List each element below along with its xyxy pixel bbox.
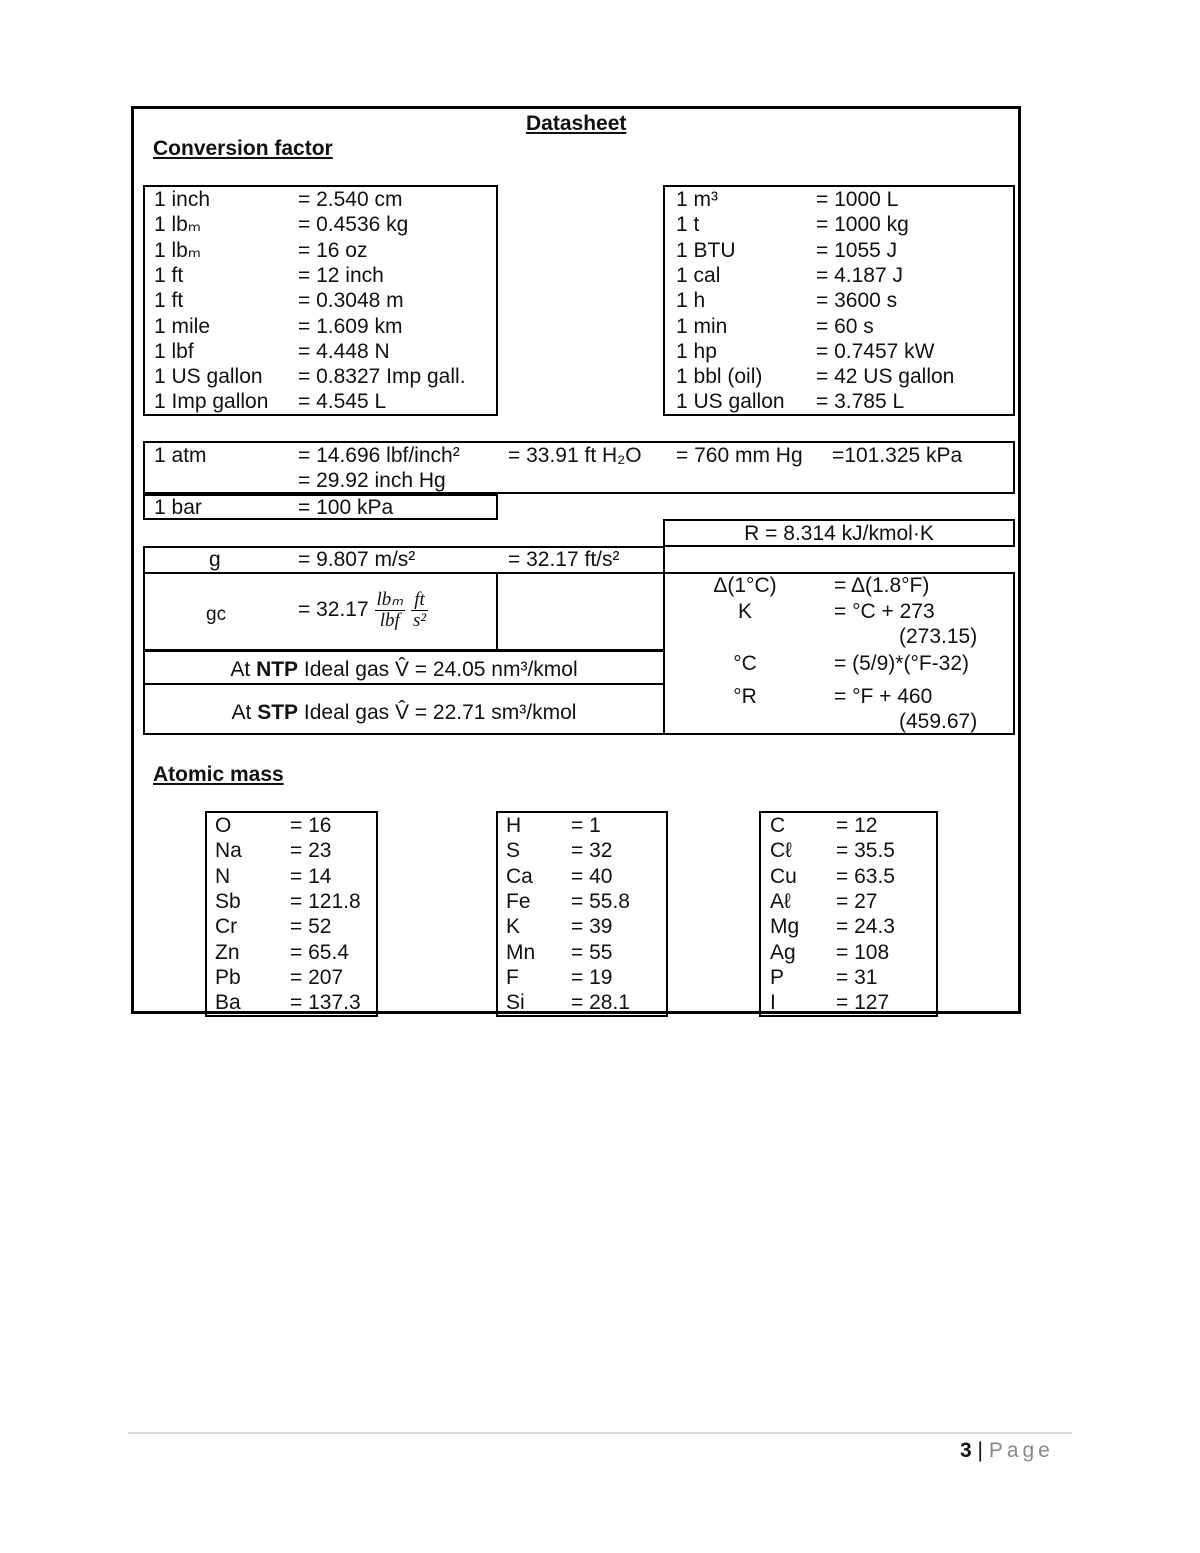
temperature-label: °R	[733, 685, 757, 708]
atomic-mass-heading: Atomic mass	[153, 763, 284, 786]
element-mass: = 39	[571, 915, 613, 939]
element-mass: = 40	[571, 864, 613, 888]
conversion-value: = 1.609 km	[298, 314, 403, 338]
element-symbol: Mg	[770, 915, 800, 939]
conversion-unit: 1 hp	[676, 339, 717, 363]
conversion-unit: 1 ft	[154, 289, 184, 313]
conversion-unit: 1 cal	[676, 263, 721, 287]
conversion-unit: 1 US gallon	[676, 390, 785, 414]
page-number: 3	[960, 1439, 972, 1462]
conversion-value: = 4.448 N	[298, 339, 390, 363]
element-symbol: O	[215, 814, 232, 837]
temperature-value: = (5/9)*(°F-32)	[834, 652, 970, 675]
element-mass: = 52	[290, 915, 332, 939]
temperature-note: (273.15)	[899, 625, 978, 648]
element-symbol: Sb	[215, 889, 241, 913]
g-value-si: = 9.807 m/s²	[298, 548, 416, 571]
conversion-unit: 1 lbₘ	[154, 238, 201, 262]
element-mass: = 35.5	[836, 839, 895, 863]
conversion-unit: 1 t	[676, 213, 700, 237]
conversion-value: = 1000 kg	[816, 213, 909, 237]
conversion-unit: 1 lbₘ	[154, 213, 201, 237]
element-symbol: Ag	[770, 940, 796, 964]
element-mass: = 65.4	[290, 940, 349, 964]
bar-value: = 100 kPa	[298, 496, 394, 519]
element-symbol: K	[506, 915, 521, 939]
element-symbol: Ca	[506, 864, 533, 888]
conversion-unit: 1 ft	[154, 263, 184, 287]
conversion-factor-heading: Conversion factor	[153, 137, 333, 160]
temperature-label: K	[737, 600, 752, 623]
conversion-value: = 12 inch	[298, 263, 384, 287]
element-mass: = 19	[571, 965, 613, 989]
element-symbol: Na	[215, 839, 242, 863]
g-label: g	[209, 548, 221, 571]
element-mass: = 31	[836, 965, 878, 989]
atm-value-inhg: = 29.92 inch Hg	[298, 469, 446, 492]
element-mass: = 108	[836, 940, 890, 964]
conversion-value: = 1000 L	[816, 188, 899, 211]
conversion-unit: 1 m³	[676, 188, 718, 211]
element-symbol: I	[770, 991, 776, 1015]
stp-ideal-gas: At STP Ideal gas V̂ = 22.71 sm³/kmol	[231, 701, 577, 724]
element-symbol: Zn	[215, 940, 240, 964]
element-mass: = 63.5	[836, 864, 895, 888]
temperature-value: = °C + 273	[834, 600, 935, 623]
temperature-label: Δ(1°C)	[713, 574, 777, 597]
gc-prefix: = 32.17	[298, 598, 369, 621]
temperature-label: °C	[733, 652, 757, 675]
conversion-value: = 2.540 cm	[298, 188, 403, 211]
conversion-value: = 42 US gallon	[816, 365, 955, 389]
element-mass: = 16	[290, 814, 332, 837]
conversion-value: = 1055 J	[816, 238, 898, 262]
element-symbol: Pb	[215, 965, 241, 989]
element-symbol: H	[506, 814, 522, 837]
element-symbol: Cu	[770, 864, 797, 888]
gc-value	[298, 588, 428, 632]
element-symbol: Ba	[215, 991, 241, 1015]
element-symbol: S	[506, 839, 521, 863]
element-symbol: C	[770, 814, 786, 837]
page-footer	[960, 1438, 1054, 1463]
conversion-unit: 1 Imp gallon	[154, 390, 269, 414]
element-mass: = 207	[290, 965, 344, 989]
element-mass: = 28.1	[571, 991, 630, 1015]
element-mass: = 23	[290, 839, 332, 863]
conversion-value: = 0.7457 kW	[816, 339, 935, 363]
element-mass: = 127	[836, 991, 890, 1015]
conversion-value: = 4.187 J	[816, 263, 903, 287]
element-mass: = 27	[836, 889, 878, 913]
conversion-unit: 1 lbf	[154, 339, 194, 363]
conversion-value: = 16 oz	[298, 238, 368, 262]
element-symbol: Si	[506, 991, 525, 1015]
g-value-imperial: = 32.17 ft/s²	[508, 548, 620, 571]
temperature-note: (459.67)	[899, 710, 978, 733]
conversion-unit: 1 bbl (oil)	[676, 365, 763, 389]
element-symbol: Cr	[215, 915, 238, 939]
element-symbol: Aℓ	[770, 889, 791, 913]
element-mass: = 121.8	[290, 889, 361, 913]
atm-value-water: = 33.91 ft H₂O	[508, 444, 642, 467]
conversion-value: = 0.3048 m	[298, 289, 404, 313]
gc-divider	[496, 572, 498, 651]
atm-value-mmhg: = 760 mm Hg	[676, 444, 803, 467]
element-mass: = 55.8	[571, 889, 630, 913]
temperature-value: = Δ(1.8°F)	[834, 574, 930, 597]
conversion-value: = 0.4536 kg	[298, 213, 409, 237]
conversion-value: = 60 s	[816, 314, 874, 338]
element-symbol: F	[506, 965, 519, 989]
atm-value-kpa: =101.325 kPa	[832, 444, 963, 467]
conversion-unit: 1 BTU	[676, 238, 736, 262]
gc-fraction-mass: $\frac{\text{lbₘ}}{\text{lbf}}$	[376, 588, 404, 631]
ntp-ideal-gas: At NTP Ideal gas V̂ = 24.05 nm³/kmol	[230, 658, 578, 681]
element-mass: = 32	[571, 839, 613, 863]
element-mass: = 1	[571, 814, 601, 837]
element-symbol: Fe	[506, 889, 531, 913]
element-mass: = 14	[290, 864, 332, 888]
element-mass: = 137.3	[290, 991, 361, 1015]
bar-label: 1 bar	[154, 496, 202, 519]
gc-label: gc	[206, 604, 227, 625]
gc-fraction-accel: $\frac{ft}{\text{s²}}$	[412, 588, 427, 631]
element-mass: = 24.3	[836, 915, 895, 939]
page-label: Page	[988, 1439, 1054, 1462]
element-mass: = 12	[836, 814, 878, 837]
conversion-unit: 1 inch	[154, 188, 211, 211]
conversion-value: = 0.8327 Imp gall.	[298, 365, 466, 389]
conversion-unit: 1 US gallon	[154, 365, 263, 389]
conversion-value: = 3600 s	[816, 289, 898, 313]
conversion-value: = 3.785 L	[816, 390, 905, 414]
element-symbol: Cℓ	[770, 839, 792, 863]
element-mass: = 55	[571, 940, 613, 964]
conversion-unit: 1 mile	[154, 314, 211, 338]
atm-label: 1 atm	[154, 444, 207, 467]
atm-value-psi: = 14.696 lbf/inch²	[298, 444, 460, 467]
conversion-value: = 4.545 L	[298, 390, 387, 414]
datasheet-title: Datasheet	[526, 112, 627, 135]
footer-rule	[128, 1432, 1072, 1434]
gas-constant: R = 8.314 kJ/kmol·K	[744, 522, 934, 545]
footer-separator: |	[971, 1439, 989, 1462]
conversion-unit: 1 h	[676, 289, 706, 313]
conversion-unit: 1 min	[676, 314, 728, 338]
element-symbol: Mn	[506, 940, 536, 964]
temperature-value: = °F + 460	[834, 685, 933, 708]
element-symbol: P	[770, 965, 785, 989]
element-symbol: N	[215, 864, 231, 888]
